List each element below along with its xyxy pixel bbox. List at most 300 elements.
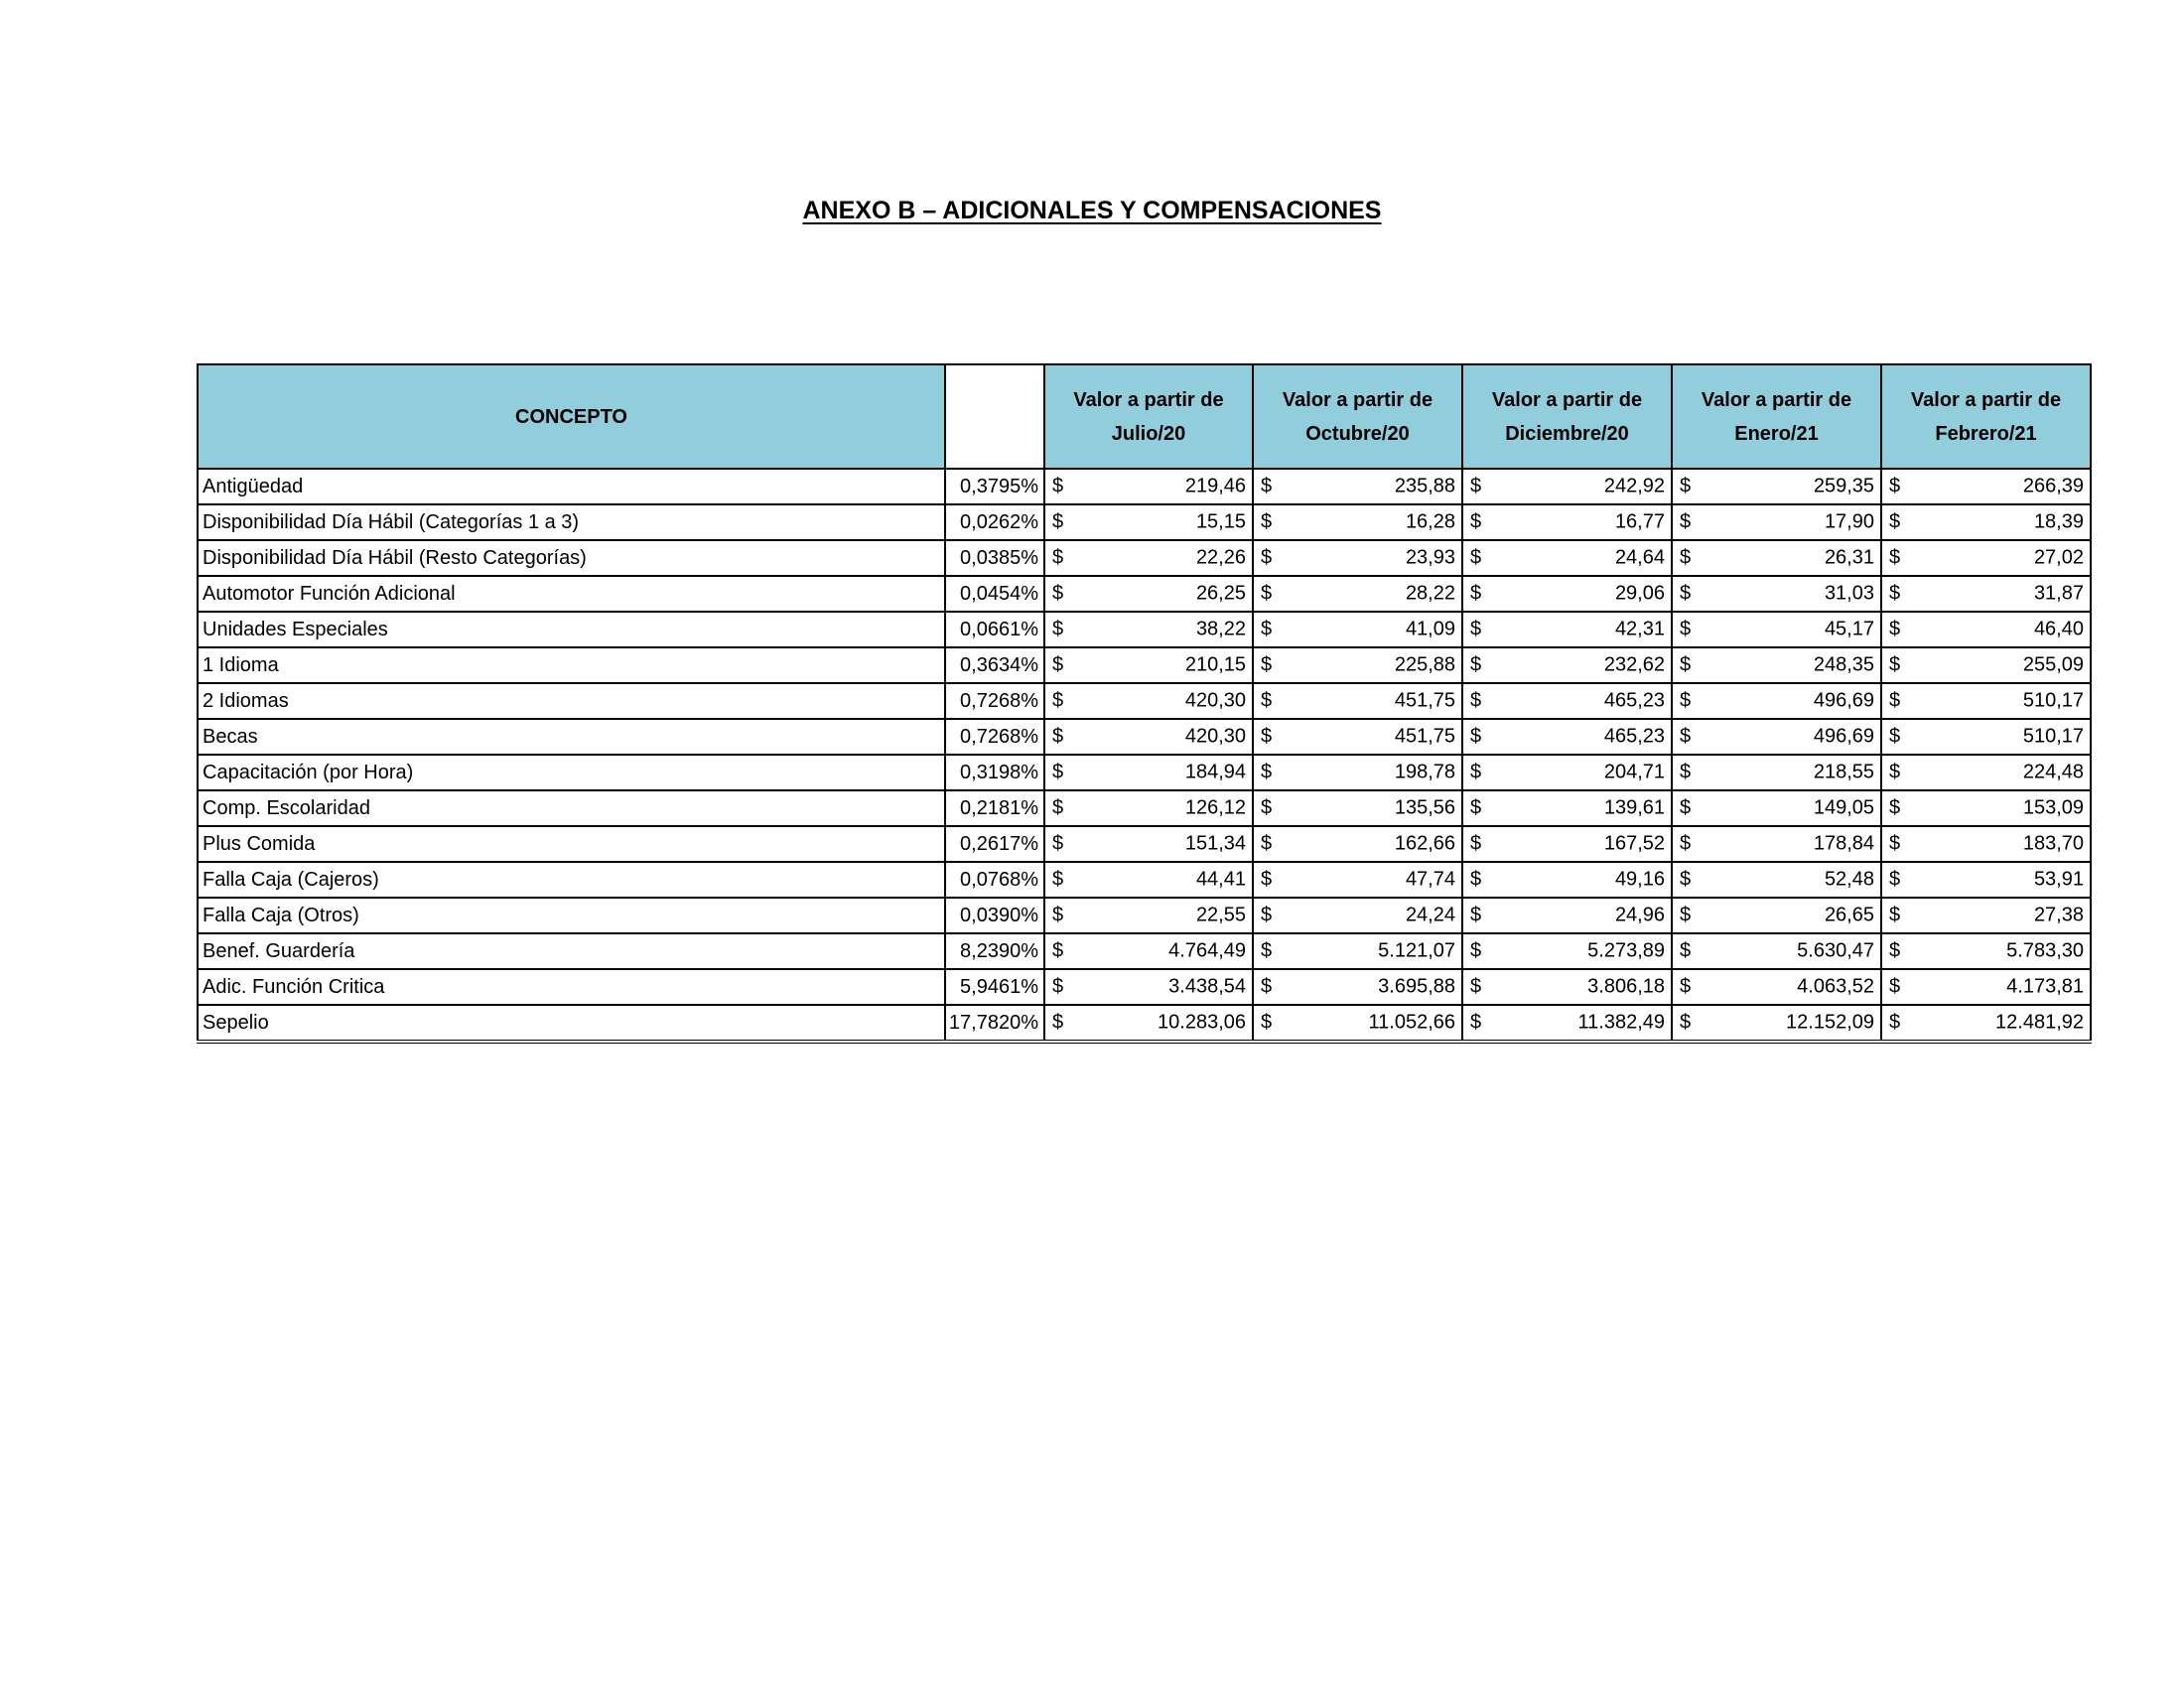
table-row bbox=[198, 612, 2091, 647]
concept-cell: Disponibilidad Día Hábil (Resto Categorías) bbox=[198, 540, 945, 576]
concept-cell: 1 Idioma bbox=[198, 647, 945, 683]
percent-cell: 8,2390% bbox=[945, 933, 1044, 969]
amount-cell bbox=[1253, 862, 1462, 898]
amount-value: 219,46 bbox=[1184, 475, 1246, 497]
amount-value: 4.173,81 bbox=[2006, 975, 2084, 998]
concept-cell: Plus Comida bbox=[198, 826, 945, 862]
header-period-line1: Valor a partir de bbox=[1491, 388, 1643, 411]
amount-cell bbox=[1044, 1005, 1253, 1042]
amount-cell bbox=[1881, 469, 2091, 504]
currency-symbol: $ bbox=[1889, 832, 1901, 855]
amount-value: 38,22 bbox=[1195, 618, 1246, 640]
currency-symbol: $ bbox=[1470, 761, 1482, 783]
header-period-line1: Valor a partir de bbox=[1701, 388, 1852, 411]
currency-symbol: $ bbox=[1261, 546, 1273, 569]
amount-cell bbox=[1044, 469, 1253, 504]
amount-cell bbox=[1253, 683, 1462, 719]
amount-cell bbox=[1672, 755, 1881, 790]
amount-cell bbox=[1462, 862, 1672, 898]
table-row bbox=[198, 469, 2091, 504]
currency-symbol: $ bbox=[1470, 618, 1482, 640]
table-row bbox=[198, 898, 2091, 933]
header-period-line1: Valor a partir de bbox=[1073, 388, 1224, 411]
currency-symbol: $ bbox=[1470, 939, 1482, 962]
currency-symbol: $ bbox=[1889, 868, 1901, 891]
amount-cell bbox=[1253, 898, 1462, 933]
currency-symbol: $ bbox=[1261, 868, 1273, 891]
table-row bbox=[198, 862, 2091, 898]
amount-value: 178,84 bbox=[1813, 832, 1874, 855]
header-period-line1: Valor a partir de bbox=[1910, 388, 2062, 411]
amount-cell bbox=[1672, 683, 1881, 719]
amount-value: 3.695,88 bbox=[1378, 975, 1455, 998]
amount-value: 45,17 bbox=[1824, 618, 1874, 640]
amount-cell bbox=[1881, 576, 2091, 612]
header-period-line1: Valor a partir de bbox=[1282, 388, 1433, 411]
currency-symbol: $ bbox=[1680, 475, 1692, 497]
amount-cell bbox=[1462, 969, 1672, 1005]
concept-cell: Sepelio bbox=[198, 1005, 945, 1042]
currency-symbol: $ bbox=[1680, 1011, 1692, 1034]
amount-value: 23,93 bbox=[1405, 546, 1455, 569]
amount-cell bbox=[1253, 612, 1462, 647]
amount-value: 15,15 bbox=[1195, 510, 1246, 533]
amount-value: 5.121,07 bbox=[1378, 939, 1455, 962]
amount-value: 26,65 bbox=[1824, 904, 1874, 926]
amount-value: 420,30 bbox=[1184, 689, 1246, 712]
amount-value: 4.764,49 bbox=[1168, 939, 1246, 962]
currency-symbol: $ bbox=[1052, 689, 1064, 712]
currency-symbol: $ bbox=[1889, 653, 1901, 676]
currency-symbol: $ bbox=[1889, 904, 1901, 926]
amount-cell bbox=[1044, 647, 1253, 683]
amount-cell bbox=[1462, 826, 1672, 862]
table-row bbox=[198, 719, 2091, 755]
amount-value: 135,56 bbox=[1394, 796, 1455, 819]
amount-value: 47,74 bbox=[1405, 868, 1455, 891]
amount-value: 232,62 bbox=[1603, 653, 1665, 676]
amount-value: 184,94 bbox=[1184, 761, 1246, 783]
amount-value: 3.806,18 bbox=[1587, 975, 1665, 998]
amount-value: 259,35 bbox=[1813, 475, 1874, 497]
amount-cell bbox=[1253, 719, 1462, 755]
header-period-line2: Octubre/20 bbox=[1305, 422, 1410, 445]
page-title: ANEXO B – ADICIONALES Y COMPENSACIONES bbox=[802, 197, 1382, 224]
concept-cell: Falla Caja (Cajeros) bbox=[198, 862, 945, 898]
amount-cell bbox=[1462, 576, 1672, 612]
amount-value: 5.783,30 bbox=[2006, 939, 2084, 962]
percent-cell: 0,0661% bbox=[945, 612, 1044, 647]
amount-value: 198,78 bbox=[1394, 761, 1455, 783]
amount-cell bbox=[1672, 1005, 1881, 1042]
amount-value: 266,39 bbox=[2022, 475, 2084, 497]
amount-cell bbox=[1044, 612, 1253, 647]
amount-cell bbox=[1462, 647, 1672, 683]
currency-symbol: $ bbox=[1261, 1011, 1273, 1034]
percent-cell: 0,3795% bbox=[945, 469, 1044, 504]
currency-symbol: $ bbox=[1052, 510, 1064, 533]
currency-symbol: $ bbox=[1261, 618, 1273, 640]
header-period-line2: Julio/20 bbox=[1111, 422, 1186, 445]
amount-value: 10.283,06 bbox=[1158, 1011, 1246, 1034]
amount-cell bbox=[1881, 1005, 2091, 1042]
currency-symbol: $ bbox=[1889, 796, 1901, 819]
amount-cell bbox=[1881, 790, 2091, 826]
percent-cell: 0,2181% bbox=[945, 790, 1044, 826]
amount-cell bbox=[1672, 469, 1881, 504]
amount-value: 31,03 bbox=[1824, 582, 1874, 605]
amount-value: 17,90 bbox=[1824, 510, 1874, 533]
concept-cell: Adic. Función Critica bbox=[198, 969, 945, 1005]
currency-symbol: $ bbox=[1680, 582, 1692, 605]
amount-cell bbox=[1462, 683, 1672, 719]
concept-cell: Unidades Especiales bbox=[198, 612, 945, 647]
amount-value: 139,61 bbox=[1603, 796, 1665, 819]
amount-cell bbox=[1881, 969, 2091, 1005]
table-row bbox=[198, 969, 2091, 1005]
currency-symbol: $ bbox=[1261, 975, 1273, 998]
currency-symbol: $ bbox=[1261, 832, 1273, 855]
header-period-line2: Enero/21 bbox=[1734, 422, 1819, 445]
percent-cell: 0,0768% bbox=[945, 862, 1044, 898]
amount-value: 22,26 bbox=[1195, 546, 1246, 569]
amount-cell bbox=[1672, 504, 1881, 540]
currency-symbol: $ bbox=[1470, 868, 1482, 891]
amount-value: 26,25 bbox=[1195, 582, 1246, 605]
percent-cell: 0,7268% bbox=[945, 719, 1044, 755]
currency-symbol: $ bbox=[1680, 796, 1692, 819]
amount-cell bbox=[1672, 612, 1881, 647]
currency-symbol: $ bbox=[1470, 904, 1482, 926]
currency-symbol: $ bbox=[1470, 1011, 1482, 1034]
currency-symbol: $ bbox=[1052, 725, 1064, 748]
amount-value: 465,23 bbox=[1603, 725, 1665, 748]
amount-value: 224,48 bbox=[2022, 761, 2084, 783]
amount-value: 11.052,66 bbox=[1368, 1011, 1455, 1034]
amount-value: 41,09 bbox=[1405, 618, 1455, 640]
amount-cell bbox=[1253, 969, 1462, 1005]
amount-value: 465,23 bbox=[1603, 689, 1665, 712]
amount-value: 153,09 bbox=[2022, 796, 2084, 819]
currency-symbol: $ bbox=[1680, 904, 1692, 926]
currency-symbol: $ bbox=[1261, 653, 1273, 676]
currency-symbol: $ bbox=[1052, 868, 1064, 891]
amount-cell bbox=[1672, 719, 1881, 755]
currency-symbol: $ bbox=[1889, 689, 1901, 712]
compensation-table bbox=[197, 363, 2092, 1044]
header-period-line2: Febrero/21 bbox=[1935, 422, 2037, 445]
amount-cell bbox=[1253, 647, 1462, 683]
amount-cell bbox=[1462, 540, 1672, 576]
currency-symbol: $ bbox=[1889, 546, 1901, 569]
amount-value: 4.063,52 bbox=[1797, 975, 1874, 998]
currency-symbol: $ bbox=[1680, 975, 1692, 998]
currency-symbol: $ bbox=[1680, 689, 1692, 712]
amount-cell bbox=[1253, 469, 1462, 504]
percent-cell: 0,2617% bbox=[945, 826, 1044, 862]
amount-cell bbox=[1253, 576, 1462, 612]
header-period-julio-20 bbox=[1044, 364, 1253, 469]
concept-cell: Antigüedad bbox=[198, 469, 945, 504]
amount-value: 24,64 bbox=[1614, 546, 1665, 569]
amount-value: 5.273,89 bbox=[1587, 939, 1665, 962]
currency-symbol: $ bbox=[1470, 582, 1482, 605]
currency-symbol: $ bbox=[1680, 653, 1692, 676]
amount-value: 248,35 bbox=[1813, 653, 1874, 676]
currency-symbol: $ bbox=[1261, 796, 1273, 819]
table-row bbox=[198, 826, 2091, 862]
currency-symbol: $ bbox=[1470, 475, 1482, 497]
concept-cell: Becas bbox=[198, 719, 945, 755]
currency-symbol: $ bbox=[1261, 475, 1273, 497]
percent-cell: 0,0454% bbox=[945, 576, 1044, 612]
amount-value: 12.481,92 bbox=[1995, 1011, 2084, 1034]
table-row bbox=[198, 540, 2091, 576]
currency-symbol: $ bbox=[1889, 510, 1901, 533]
concept-cell: Disponibilidad Día Hábil (Categorías 1 a 3) bbox=[198, 504, 945, 540]
table-row bbox=[198, 755, 2091, 790]
currency-symbol: $ bbox=[1052, 582, 1064, 605]
currency-symbol: $ bbox=[1889, 939, 1901, 962]
amount-value: 218,55 bbox=[1813, 761, 1874, 783]
amount-value: 46,40 bbox=[2033, 618, 2084, 640]
amount-value: 3.438,54 bbox=[1168, 975, 1246, 998]
table-row bbox=[198, 576, 2091, 612]
amount-cell bbox=[1044, 790, 1253, 826]
amount-value: 496,69 bbox=[1813, 725, 1874, 748]
currency-symbol: $ bbox=[1261, 725, 1273, 748]
amount-cell bbox=[1672, 969, 1881, 1005]
amount-value: 24,24 bbox=[1405, 904, 1455, 926]
percent-cell: 17,7820% bbox=[945, 1005, 1044, 1042]
amount-cell bbox=[1881, 862, 2091, 898]
currency-symbol: $ bbox=[1680, 868, 1692, 891]
amount-value: 44,41 bbox=[1195, 868, 1246, 891]
amount-cell bbox=[1462, 790, 1672, 826]
amount-value: 451,75 bbox=[1394, 725, 1455, 748]
currency-symbol: $ bbox=[1261, 689, 1273, 712]
amount-value: 225,88 bbox=[1394, 653, 1455, 676]
currency-symbol: $ bbox=[1052, 618, 1064, 640]
amount-value: 510,17 bbox=[2022, 725, 2084, 748]
amount-value: 510,17 bbox=[2022, 689, 2084, 712]
amount-cell bbox=[1672, 898, 1881, 933]
table-row bbox=[198, 683, 2091, 719]
percent-cell: 0,3198% bbox=[945, 755, 1044, 790]
amount-cell bbox=[1044, 755, 1253, 790]
currency-symbol: $ bbox=[1261, 939, 1273, 962]
amount-value: 210,15 bbox=[1184, 653, 1246, 676]
amount-cell bbox=[1462, 469, 1672, 504]
percent-cell: 0,0385% bbox=[945, 540, 1044, 576]
currency-symbol: $ bbox=[1261, 904, 1273, 926]
amount-value: 235,88 bbox=[1394, 475, 1455, 497]
percent-cell: 0,0390% bbox=[945, 898, 1044, 933]
amount-cell bbox=[1672, 826, 1881, 862]
currency-symbol: $ bbox=[1680, 510, 1692, 533]
amount-cell bbox=[1672, 790, 1881, 826]
amount-value: 31,87 bbox=[2033, 582, 2084, 605]
currency-symbol: $ bbox=[1261, 761, 1273, 783]
amount-cell bbox=[1462, 898, 1672, 933]
amount-value: 242,92 bbox=[1603, 475, 1665, 497]
currency-symbol: $ bbox=[1052, 761, 1064, 783]
amount-cell bbox=[1253, 1005, 1462, 1042]
currency-symbol: $ bbox=[1052, 475, 1064, 497]
amount-cell bbox=[1044, 719, 1253, 755]
currency-symbol: $ bbox=[1470, 832, 1482, 855]
amount-cell bbox=[1462, 719, 1672, 755]
currency-symbol: $ bbox=[1261, 582, 1273, 605]
currency-symbol: $ bbox=[1680, 761, 1692, 783]
amount-cell bbox=[1462, 612, 1672, 647]
amount-cell bbox=[1044, 826, 1253, 862]
header-period-enero-21 bbox=[1672, 364, 1881, 469]
amount-cell bbox=[1044, 969, 1253, 1005]
percent-cell: 0,0262% bbox=[945, 504, 1044, 540]
amount-cell bbox=[1462, 504, 1672, 540]
amount-cell bbox=[1253, 540, 1462, 576]
table-body bbox=[198, 469, 2091, 1042]
amount-value: 204,71 bbox=[1603, 761, 1665, 783]
amount-cell bbox=[1044, 898, 1253, 933]
header-period-febrero-21 bbox=[1881, 364, 2091, 469]
amount-cell bbox=[1462, 755, 1672, 790]
currency-symbol: $ bbox=[1052, 546, 1064, 569]
table-row bbox=[198, 647, 2091, 683]
amount-value: 183,70 bbox=[2022, 832, 2084, 855]
currency-symbol: $ bbox=[1889, 725, 1901, 748]
amount-cell bbox=[1881, 612, 2091, 647]
amount-value: 451,75 bbox=[1394, 689, 1455, 712]
header-period-line2: Diciembre/20 bbox=[1505, 422, 1629, 445]
amount-cell bbox=[1462, 1005, 1672, 1042]
currency-symbol: $ bbox=[1470, 796, 1482, 819]
amount-value: 12.152,09 bbox=[1786, 1011, 1874, 1034]
amount-value: 27,38 bbox=[2033, 904, 2084, 926]
currency-symbol: $ bbox=[1470, 546, 1482, 569]
amount-cell bbox=[1044, 540, 1253, 576]
amount-cell bbox=[1253, 826, 1462, 862]
amount-cell bbox=[1253, 755, 1462, 790]
currency-symbol: $ bbox=[1889, 618, 1901, 640]
currency-symbol: $ bbox=[1889, 475, 1901, 497]
currency-symbol: $ bbox=[1052, 1011, 1064, 1034]
amount-cell bbox=[1881, 504, 2091, 540]
amount-value: 255,09 bbox=[2022, 653, 2084, 676]
amount-cell bbox=[1462, 933, 1672, 969]
currency-symbol: $ bbox=[1680, 546, 1692, 569]
percent-cell: 0,3634% bbox=[945, 647, 1044, 683]
amount-value: 27,02 bbox=[2033, 546, 2084, 569]
amount-value: 49,16 bbox=[1614, 868, 1665, 891]
currency-symbol: $ bbox=[1470, 689, 1482, 712]
table-row bbox=[198, 1005, 2091, 1042]
amount-cell bbox=[1881, 540, 2091, 576]
header-row bbox=[198, 364, 2091, 469]
amount-cell bbox=[1044, 504, 1253, 540]
amount-value: 16,28 bbox=[1405, 510, 1455, 533]
concept-cell: Falla Caja (Otros) bbox=[198, 898, 945, 933]
amount-cell bbox=[1044, 683, 1253, 719]
table-row bbox=[198, 504, 2091, 540]
amount-value: 162,66 bbox=[1394, 832, 1455, 855]
amount-value: 149,05 bbox=[1813, 796, 1874, 819]
currency-symbol: $ bbox=[1680, 832, 1692, 855]
table-row bbox=[198, 933, 2091, 969]
percent-cell: 5,9461% bbox=[945, 969, 1044, 1005]
amount-cell bbox=[1881, 719, 2091, 755]
concept-cell: Benef. Guardería bbox=[198, 933, 945, 969]
amount-value: 18,39 bbox=[2033, 510, 2084, 533]
amount-cell bbox=[1253, 504, 1462, 540]
currency-symbol: $ bbox=[1470, 510, 1482, 533]
amount-cell bbox=[1044, 862, 1253, 898]
currency-symbol: $ bbox=[1889, 975, 1901, 998]
currency-symbol: $ bbox=[1470, 975, 1482, 998]
amount-cell bbox=[1881, 933, 2091, 969]
amount-cell bbox=[1253, 933, 1462, 969]
percent-cell: 0,7268% bbox=[945, 683, 1044, 719]
currency-symbol: $ bbox=[1680, 725, 1692, 748]
currency-symbol: $ bbox=[1680, 618, 1692, 640]
currency-symbol: $ bbox=[1889, 1011, 1901, 1034]
concept-cell: 2 Idiomas bbox=[198, 683, 945, 719]
table-row bbox=[198, 790, 2091, 826]
amount-value: 42,31 bbox=[1614, 618, 1665, 640]
amount-cell bbox=[1672, 933, 1881, 969]
header-period-octubre-20 bbox=[1253, 364, 1462, 469]
amount-cell bbox=[1044, 933, 1253, 969]
header-percent bbox=[945, 364, 1044, 469]
amount-value: 11.382,49 bbox=[1577, 1011, 1665, 1034]
amount-value: 126,12 bbox=[1184, 796, 1246, 819]
currency-symbol: $ bbox=[1052, 939, 1064, 962]
concept-cell: Automotor Función Adicional bbox=[198, 576, 945, 612]
amount-value: 420,30 bbox=[1184, 725, 1246, 748]
amount-value: 496,69 bbox=[1813, 689, 1874, 712]
amount-cell bbox=[1672, 576, 1881, 612]
amount-value: 5.630,47 bbox=[1797, 939, 1874, 962]
amount-cell bbox=[1672, 862, 1881, 898]
amount-value: 16,77 bbox=[1614, 510, 1665, 533]
amount-value: 29,06 bbox=[1614, 582, 1665, 605]
amount-cell bbox=[1881, 826, 2091, 862]
concept-cell: Capacitación (por Hora) bbox=[198, 755, 945, 790]
currency-symbol: $ bbox=[1052, 832, 1064, 855]
currency-symbol: $ bbox=[1052, 975, 1064, 998]
amount-cell bbox=[1881, 647, 2091, 683]
amount-value: 26,31 bbox=[1824, 546, 1874, 569]
amount-cell bbox=[1881, 755, 2091, 790]
amount-value: 167,52 bbox=[1603, 832, 1665, 855]
currency-symbol: $ bbox=[1261, 510, 1273, 533]
amount-value: 52,48 bbox=[1824, 868, 1874, 891]
amount-cell bbox=[1253, 790, 1462, 826]
currency-symbol: $ bbox=[1052, 653, 1064, 676]
amount-cell bbox=[1672, 647, 1881, 683]
amount-cell bbox=[1044, 576, 1253, 612]
header-period-diciembre-20 bbox=[1462, 364, 1672, 469]
currency-symbol: $ bbox=[1889, 761, 1901, 783]
amount-value: 151,34 bbox=[1184, 832, 1246, 855]
amount-cell bbox=[1881, 898, 2091, 933]
amount-cell bbox=[1881, 683, 2091, 719]
currency-symbol: $ bbox=[1680, 939, 1692, 962]
currency-symbol: $ bbox=[1052, 796, 1064, 819]
currency-symbol: $ bbox=[1052, 904, 1064, 926]
amount-value: 22,55 bbox=[1195, 904, 1246, 926]
